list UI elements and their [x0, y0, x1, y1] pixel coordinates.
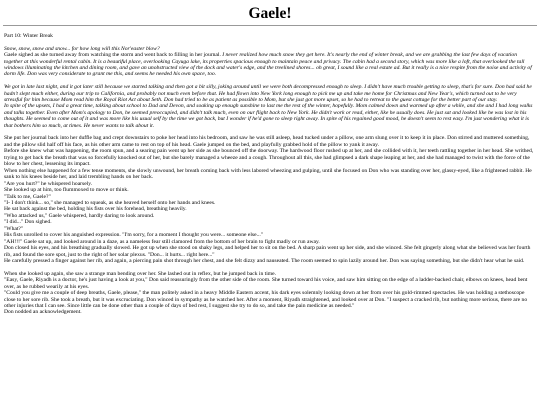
story-paragraph [4, 290, 536, 309]
narration-text: "Could you give me a couple of deep breaths, Gaele, please," the man politely asked in a heavy Middle Eastern accent, his dark eyes solemnly looking down at her from over his gold-rimmed spectacles. He was holding a stethoscope close to her sore rib. She took a breath, but it was excruciating. Don winced in sympathy as he watched her. After a moment, Riyadh straightened, and looked over at Don. "I suspect a cracked rib, but nothing more serious, there are no other injuries that I can see. Since little can be done other than a couple of days of bed rest, I suggest she try to do so, and take the pain medicine as needed." [4, 290, 528, 309]
narration-text: Before she knew what was happening, the room spun, and a searing pain went up her side as she bounced off the doorway. The hardwood floor rushed up at her, and she collided with it, her teeth rattling together in her head. She writhed, trying to get back the breath that was so forcefully knocked out of her, but she barely managed a wheeze and a cough. Throughout all this, she had glimpsed a dark shape leaping at her, and she had managed to twist with the force of the blow to her chest, lessening its impact. [4, 148, 534, 168]
narration-text: His fists unrolled to cover his anguished expression. "I'm sorry, for a moment I thought you were... someone else..." [4, 232, 264, 239]
narration-text: When she looked up again, she saw a strange man bending over her. She lashed out in reflex, but he jumped back in time. [4, 270, 276, 277]
narration-text: Don nodded an acknowledgement. [4, 309, 82, 316]
story-paragraph [4, 258, 536, 264]
journal-text: I never realized how much snow they get here. It's nearly the end of winter break, and we are grabbing the last few days of vacation together at this wonderful rental cabin. It is a beautiful place, overlooking Cayuga lake, its properties spacious enough to maintain peace and privacy. The cabin had a second story, which was more like a loft, that overlooked the tall windows illuminating the kitchen and dining room, and gave an unobstructed view of the dock and water's edge, and the treelined shores... oh great, I sound like a real estate ad. But it really is a nice respite from the noise and activity of dorm life. Don was very considerate to grant me this, and seems he needed his own space, too. [4, 52, 532, 78]
page-title: Gaele! [248, 5, 292, 22]
story-paragraph [4, 135, 536, 148]
narration-text: When nothing else happened for a few tense moments, she slowly unwound, her breath coming back with less labored wheezing and gulping, until she focused on Don who was standing over her, glassy-eyed, like a frightened rabbit. He sank to his knees beside her, and laid trembling hands on her back. [4, 167, 532, 181]
story-paragraph [4, 148, 536, 167]
story-paragraph [4, 168, 536, 181]
narration-text: She looked up at him, too flummoxed to move or think. [4, 187, 129, 194]
journal-text: We got in late last night, and it got later still because we started talking and then got a bit silly, joking around until we were both decompressed enough to sleep. I didn't have much trouble getting to sleep, that's for sure. Don had said he hadn't slept much either, during our trip to California, and probably not much even before that. He had flown into New York long enough to pick me up and take me home for Christmas and New Year's, which turned out to be very stressful for him because Mom read him the Royal Riot Act about Seth. Don had tried to be as patient as possible to Mom, but she just got more upset, so he had to retreat to the guest cottage for the better part of our stay. [4, 84, 532, 103]
narration-text: "Who attacked us," Gaele whispered, hardly daring to look around. [4, 212, 155, 219]
story-paragraph [4, 309, 536, 315]
narration-text: She put her journal back into her duffle bag and crept downstairs to poke her head into his bedroom, and saw he was still asleep, head tucked under a pillow, one arm slung over it to keep it in place. Don stirred and muttered something, and the pillow slid half off his face, as his other arm came to rest on top of his head. Gaele jumped on the bed, and playfully grabbed hold of the pillow to yank it away. [4, 135, 530, 148]
story-paragraph [4, 52, 536, 78]
story-paragraph [4, 84, 536, 103]
part-heading: Part 10: Winter Break [4, 33, 53, 39]
narration-text: "Talk to me, Gaele?" [4, 193, 51, 200]
story-content [0, 33, 540, 316]
journal-text: Snow, snow, snow and snow... for how long will this Nor'easter blow? [4, 45, 160, 52]
narration-text: Don closed his eyes, and his breathing gradually slowed. He got up when she stood on shaky legs, and helped her to sit on the bed. A sharp pain went up her side, and she winced. She felt gingerly along what she believed was her fourth rib, and found the sore spot, just to the right of her solar plexus. "Don... it hurts... right here..." [4, 245, 531, 258]
story-paragraph [4, 245, 536, 258]
narration-text: He carefully pressed a finger against her rib, and again, a piercing pain shot through her chest, and she felt dizzy and nauseated. The room seemed to spin lazily around her. Don was saying something, but she didn't hear what he said. [4, 258, 525, 265]
narration-text: Gaele sighed as she turned away from watching the storm and went back to filling in her journal. [4, 52, 223, 59]
story-paragraph [4, 103, 536, 129]
narration-text: "I did..." Don sighed. [4, 219, 52, 226]
story-body [4, 46, 536, 316]
narration-text: "AH!!!" Gaele sat up, and looked around in a daze, as a nameless fear still clamored from the bottom of her brain to fight madly or run away. [4, 238, 320, 245]
narration-text: "Are you hurt?" he whispered hoarsely. [4, 180, 93, 187]
narration-text: "Easy, Gaele, Riyadh is a doctor, he's just having a look at you," Don said reassuringly from the other side of the room. She turned toward his voice, and saw him sitting on the edge of a ladder-backed chair, elbows on knees, head bent over, as he rubbed wearily at his eyes. [4, 277, 528, 290]
narration-text: "What?" [4, 225, 24, 232]
journal-text: In spite of the upsets, I had a great time, talking about school to Dad and Devon, and soaking up enough sunshine to last me the rest of the winter, hopefully. Mom calmed down and warmed up after a while, and she and I had long walks and talks together. Even after Mom's apology to Don, he seemed preoccupied, and didn't talk much, even on our flight back to New York. He didn't work or read, either, like he usually does. He just sat and looked like he was lost in his thoughts. He seemed to come out of it and was more like his usual self by the time we got back, but I wonder if he'd gone to sleep right away. In spite of his regained good mood, he doesn't seem to rest easy. I'm just wondering what it is that bothers him so much, at times. He never wants to talk about it. [4, 103, 533, 129]
story-paragraph [4, 277, 536, 290]
narration-text: "I- I don't think... so," she managed to squeak, as she heaved herself onto her hands and knees. [4, 199, 216, 206]
narration-text: He sat back against the bed, holding his fists over his forehead, breathing heavily. [4, 206, 187, 213]
title-divider [3, 25, 537, 26]
